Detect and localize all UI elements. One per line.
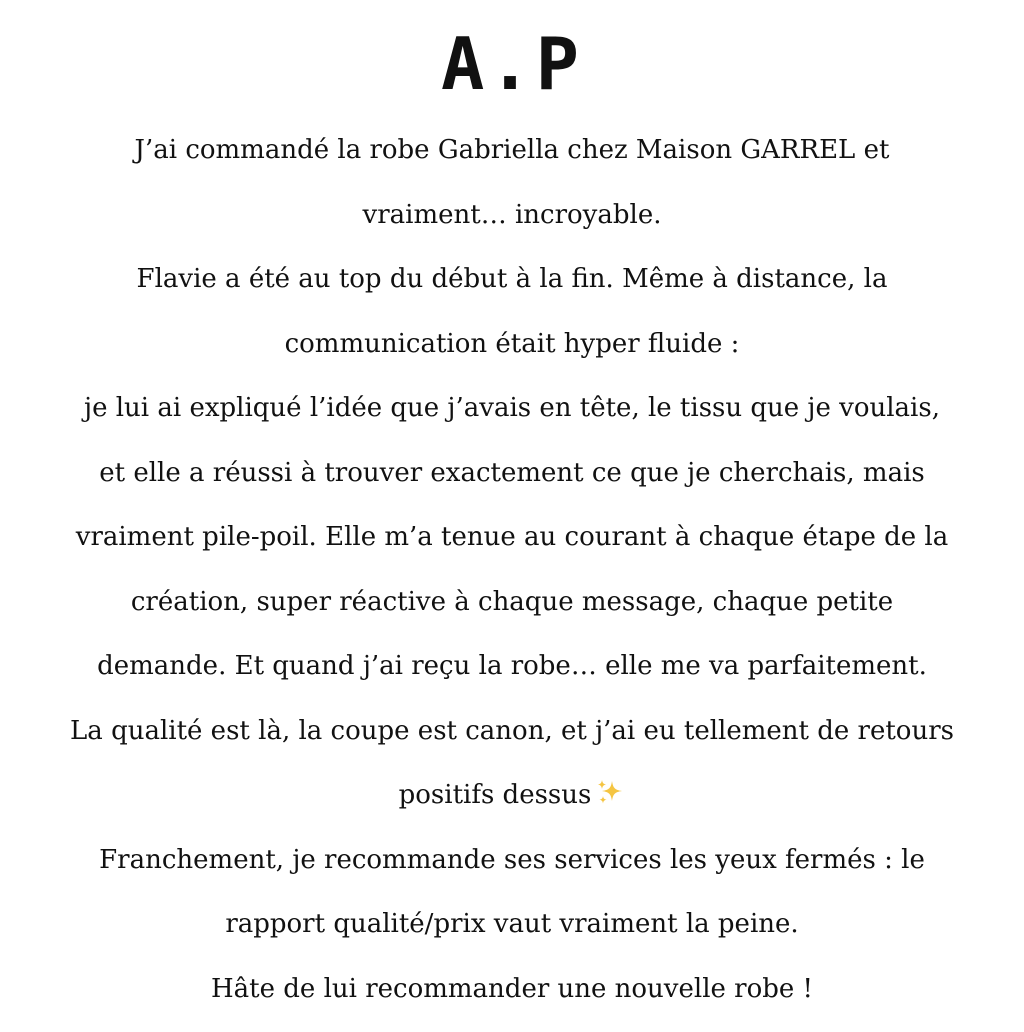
review-line: vraiment pile-poil. Elle m’a tenue au courant à chaque étape de la: [75, 522, 949, 552]
sparkles-icon: [595, 777, 625, 807]
review-line: demande. Et quand j’ai reçu la robe… elle me va parfaitement.: [97, 651, 927, 681]
review-title: A.P: [440, 22, 584, 106]
review-line: rapport qualité/prix vaut vraiment la peine.: [225, 909, 799, 939]
review-line: communication était hyper fluide :: [284, 328, 740, 359]
review-line: positifs dessus: [398, 780, 592, 810]
review-line-with-sparkle: [0, 763, 1024, 828]
review-line: Hâte de lui recommander une nouvelle robe !: [211, 973, 813, 1004]
review-line: vraiment… incroyable.: [362, 199, 662, 230]
review-line: J’ai commandé la robe Gabriella chez Maison GARREL et: [134, 135, 890, 165]
review-line: Flavie a été au top du début à la fin. Même à distance, la: [136, 264, 888, 294]
review-line: je lui ai expliqué l’idée que j’avais en tête, le tissu que je voulais,: [84, 393, 940, 423]
review-line: et elle a réussi à trouver exactement ce que je cherchais, mais: [99, 457, 925, 488]
review-text: [0, 118, 1024, 1021]
review-line: La qualité est là, la coupe est canon, et j’ai eu tellement de retours: [70, 715, 954, 746]
review-line: création, super réactive à chaque message, chaque petite: [130, 586, 894, 617]
review-line: Franchement, je recommande ses services les yeux fermés : le: [99, 844, 925, 875]
